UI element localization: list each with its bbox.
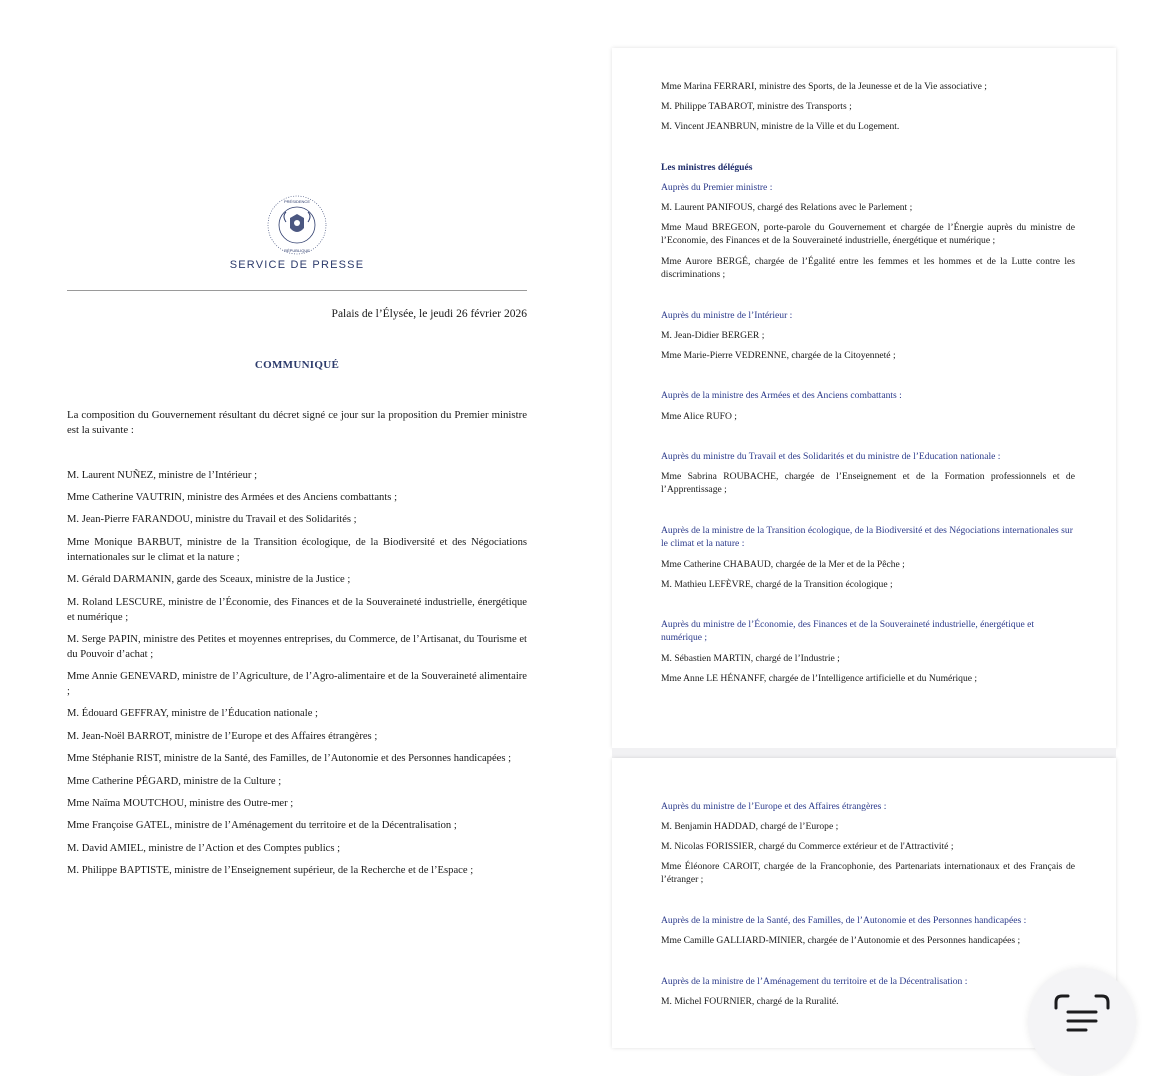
intro-paragraph: La composition du Gouvernement résultant du décret signé ce jour sur la proposition du Premier ministre est la suivante : [67,409,527,436]
minister-line: Mme Camille GALLIARD-MINIER, chargée de l’Autonomie et des Personnes handicapées ; [661,935,1021,946]
minister-line: M. Serge PAPIN, ministre des Petites et moyennes entreprises, du Commerce, de l’Artisanat, du Tourisme et du Pouvoir d’achat ; [67,634,527,660]
minister-line: Mme Marina FERRARI, ministre des Sports, de la Jeunesse et de la Vie associative ; [661,81,987,92]
section-heading: Auprès du Premier ministre : [661,182,773,193]
section-heading: Auprès de la ministre de la Transition écologique, de la Biodiversité et des Négociations internationales sur le climat et la nature : [661,525,1073,550]
minister-line: Mme Catherine CHABAUD, chargée de la Mer et de la Pêche ; [661,559,905,570]
document-page-left [0,0,600,1033]
minister-line: M. Laurent NUÑEZ, ministre de l’Intérieur ; [67,470,258,481]
minister-line: M. Benjamin HADDAD, chargé de l’Europe ; [661,821,839,832]
live-text-scan-button[interactable] [1028,968,1136,1076]
header-divider [67,290,527,291]
section-heading: Auprès de la ministre de la Santé, des Familles, de l’Autonomie et des Personnes handicapées : [661,915,1027,926]
text-scan-icon [1052,992,1112,1052]
republic-seal-logo [266,194,328,256]
minister-line: M. Jean-Pierre FARANDOU, ministre du Travail et des Solidarités ; [67,514,357,525]
minister-line: M. Sébastien MARTIN, chargé de l’Industrie ; [661,653,840,664]
delegates-section-title: Les ministres délégués [661,162,753,173]
minister-line: Mme Alice RUFO ; [661,411,737,422]
section-heading: Auprès de la ministre de l’Aménagement du territoire et de la Décentralisation : [661,976,968,987]
minister-line: M. David AMIEL, ministre de l’Action et des Comptes publics ; [67,843,341,854]
dateline: Palais de l’Élysée, le jeudi 26 février 2026 [331,308,527,320]
minister-line: Mme Catherine PÉGARD, ministre de la Culture ; [67,776,282,787]
minister-line: M. Gérald DARMANIN, garde des Sceaux, ministre de la Justice ; [67,574,351,585]
press-service-title: SERVICE DE PRESSE [229,259,365,271]
minister-line: M. Mathieu LEFÈVRE, chargé de la Transition écologique ; [661,579,893,590]
section-heading: Auprès du ministre de l’Europe et des Affaires étrangères : [661,801,887,812]
minister-line: M. Michel FOURNIER, chargé de la Ruralité. [661,996,839,1007]
minister-line: M. Vincent JEANBRUN, ministre de la Ville et du Logement. [661,121,900,132]
minister-line: Mme Sabrina ROUBACHE, chargée de l’Enseignement et de la Formation professionnels et de l’Apprentissage ; [661,471,1075,496]
page-gap [612,748,1116,758]
minister-line: Mme Marie-Pierre VEDRENNE, chargée de la Citoyenneté ; [661,350,896,361]
minister-line: Mme Françoise GATEL, ministre de l’Aménagement du territoire et de la Décentralisation ; [67,820,457,831]
minister-line: M. Laurent PANIFOUS, chargé des Relations avec le Parlement ; [661,202,913,213]
minister-line: Mme Annie GENEVARD, ministre de l’Agriculture, de l’Agro-alimentaire et de la Souveraineté alimentaire ; [67,671,527,697]
minister-line: M. Jean-Noël BARROT, ministre de l’Europe et des Affaires étrangères ; [67,731,378,742]
minister-line: M. Roland LESCURE, ministre de l’Économie, des Finances et de la Souveraineté industrielle, énergétique et numérique ; [67,597,527,623]
minister-line: M. Philippe TABAROT, ministre des Transports ; [661,101,852,112]
minister-line: Mme Aurore BERGÉ, chargée de l’Égalité entre les femmes et les hommes et de la Lutte contre les discriminations ; [661,256,1075,281]
minister-line: Mme Maud BREGEON, porte-parole du Gouvernement et chargée de l’Énergie auprès du ministre de l’Economie, des Finances et de la Souveraineté industrielle, énergétique et numérique ; [661,222,1075,247]
communique-title: COMMUNIQUÉ [254,359,340,371]
section-heading: Auprès du ministre de l’Économie, des Finances et de la Souveraineté industrielle, énergétique et numérique ; [661,619,1035,644]
minister-line: Mme Éléonore CAROIT, chargée de la Francophonie, des Partenariats internationaux et des Français de l’étranger ; [661,861,1075,886]
svg-text:RÉPUBLIQUE: RÉPUBLIQUE [284,248,310,253]
minister-line: Mme Anne LE HÉNANFF, chargée de l’Intelligence artificielle et du Numérique ; [661,673,978,684]
minister-line: M. Philippe BAPTISTE, ministre de l’Enseignement supérieur, de la Recherche et de l’Espace ; [67,865,474,876]
minister-line: Mme Catherine VAUTRIN, ministre des Armées et des Anciens combattants ; [67,492,398,503]
svg-text:PRÉSIDENCE: PRÉSIDENCE [283,199,311,204]
minister-line: Mme Naïma MOUTCHOU, ministre des Outre-mer ; [67,798,294,809]
minister-line: Mme Monique BARBUT, ministre de la Transition écologique, de la Biodiversité et des Négociations internationales sur le climat et la nature ; [67,537,527,563]
minister-line: Mme Stéphanie RIST, ministre de la Santé, des Familles, de l’Autonomie et des Personnes handicapées ; [67,753,512,764]
minister-line: M. Édouard GEFFRAY, ministre de l’Éducation nationale ; [67,708,318,719]
section-heading: Auprès de la ministre des Armées et des Anciens combattants : [661,390,902,401]
minister-line: M. Nicolas FORISSIER, chargé du Commerce extérieur et de l'Attractivité ; [661,841,954,852]
minister-line: M. Jean-Didier BERGER ; [661,330,765,341]
section-heading: Auprès du ministre de l’Intérieur : [661,310,793,321]
section-heading: Auprès du ministre du Travail et des Solidarités et du ministre de l’Education nationale : [661,451,1001,462]
